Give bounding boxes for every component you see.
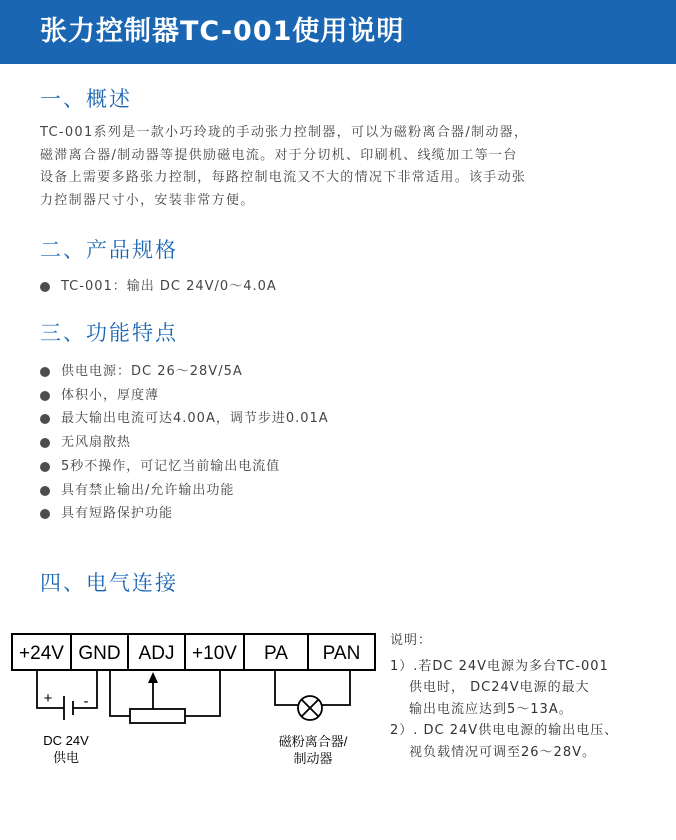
wiring-diagram [0,620,380,780]
supply-label: 供电 [52,750,80,765]
bullet-icon [40,509,50,519]
potentiometer [130,709,185,723]
note-line: 输出电流应达到5～13A。 [409,701,573,717]
note-line: 1）.若DC 24V电源为多台TC-001 [390,658,609,674]
bullet-icon [40,282,50,292]
list-item: 具有禁止输出/允许输出功能 [40,479,329,503]
supply-label: DC 24V [43,733,89,748]
page-header [0,0,676,64]
note-line: 供电时， DC24V电源的最大 [409,680,590,695]
battery-minus-label: - [83,693,89,710]
spec-list [40,275,277,299]
spec-title: 二、产品规格 [40,238,178,262]
bullet-icon [40,367,50,377]
notes-title: 说明： [390,633,433,648]
terminal-label: ADJ [138,643,175,664]
overview-line: 力控制器尺寸小，安装非常方便。 [40,192,255,208]
load-label: 磁粉离合器/ [278,734,348,749]
features-list [40,360,329,526]
terminal-label: PAN [322,643,361,664]
bullet-icon [40,391,50,401]
bullet-icon [40,486,50,496]
terminal-label: +24V [19,643,64,664]
list-item: 最大输出电流可达4.00A，调节步进0.01A [40,407,329,431]
overview-title: 一、概述 [40,87,132,111]
wiring-notes [390,630,670,763]
battery-plus-label: + [43,690,53,707]
bullet-icon [40,462,50,472]
overview-line: 设备上需要多路张力控制，每路控制电流又不大的情况下非常适用。该手动张 [40,170,527,185]
page-title: 张力控制器TC-001使用说明 [40,16,405,47]
list-item: 具有短路保护功能 [40,502,329,526]
list-item: 供电电源：DC 26～28V/5A [40,360,329,384]
list-item: 无风扇散热 [40,431,329,455]
arrow-up-icon [148,672,158,683]
list-item: TC-001：输出 DC 24V/0～4.0A [40,275,277,299]
note-line: 2）. DC 24V供电电源的输出电压、 [390,723,619,738]
overview-line: TC-001系列是一款小巧玲珑的手动张力控制器，可以为磁粉离合器/制动器， [40,125,529,140]
wiring-title: 四、电气连接 [40,571,178,595]
load-label: 制动器 [293,751,333,766]
bullet-icon [40,414,50,424]
list-item: 5秒不操作，可记忆当前输出电流值 [40,455,329,479]
note-line: 视负载情况可调至26～28V。 [409,744,596,760]
terminal-label: GND [78,643,121,664]
overview-line: 磁滞离合器/制动器等提供励磁电流。对于分切机、印刷机、线缆加工等一台 [40,147,518,163]
overview-paragraph [40,122,630,212]
features-title: 三、功能特点 [40,321,178,345]
list-item: 体积小，厚度薄 [40,384,329,408]
bullet-icon [40,438,50,448]
terminal-label: +10V [192,643,237,664]
terminal-label: PA [264,643,288,664]
